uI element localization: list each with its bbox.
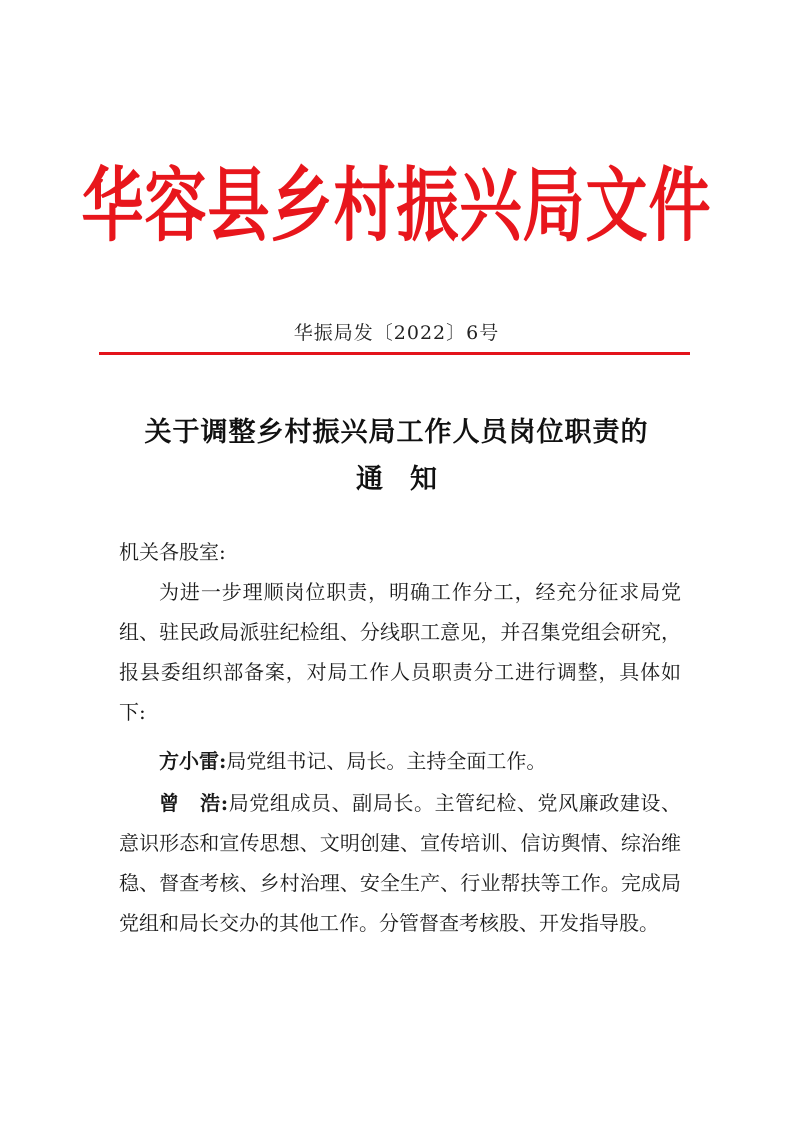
masthead-title: 华容县乡村振兴局文件: [81, 158, 712, 254]
document-number: 华振局发〔2022〕6号: [293, 322, 500, 344]
document-title-line-2: 通 知: [356, 464, 437, 495]
red-divider-line: [99, 352, 690, 355]
staff-duties: 局党组书记、局长。主持全面工作。: [226, 749, 547, 773]
intro-paragraph: 为进一步理顺岗位职责，明确工作分工，经充分征求局党组、驻民政局派驻纪检组、分线职工意见，并召集党组会研究，报县委组织部备案，对局工作人员职责分工进行调整，具体如下:: [119, 580, 681, 724]
staff-name: 曾 浩:: [159, 791, 229, 815]
staff-duties: 局党组成员、副局长。主管纪检、党风廉政建设、意识形态和宣传思想、文明创建、宣传培训、信访舆情、综治维稳、督查考核、乡村治理、安全生产、行业帮扶等工作。完成局党组和局长交办的其他工作。分管督查考核股、开发指导股。: [119, 791, 681, 935]
duty-entry: [119, 741, 681, 781]
staff-name: 方小雷:: [159, 749, 227, 773]
salutation: 机关各股室:: [119, 540, 226, 564]
document-title-line-1: 关于调整乡村振兴局工作人员岗位职责的: [144, 417, 649, 448]
duty-entry: [119, 783, 681, 943]
